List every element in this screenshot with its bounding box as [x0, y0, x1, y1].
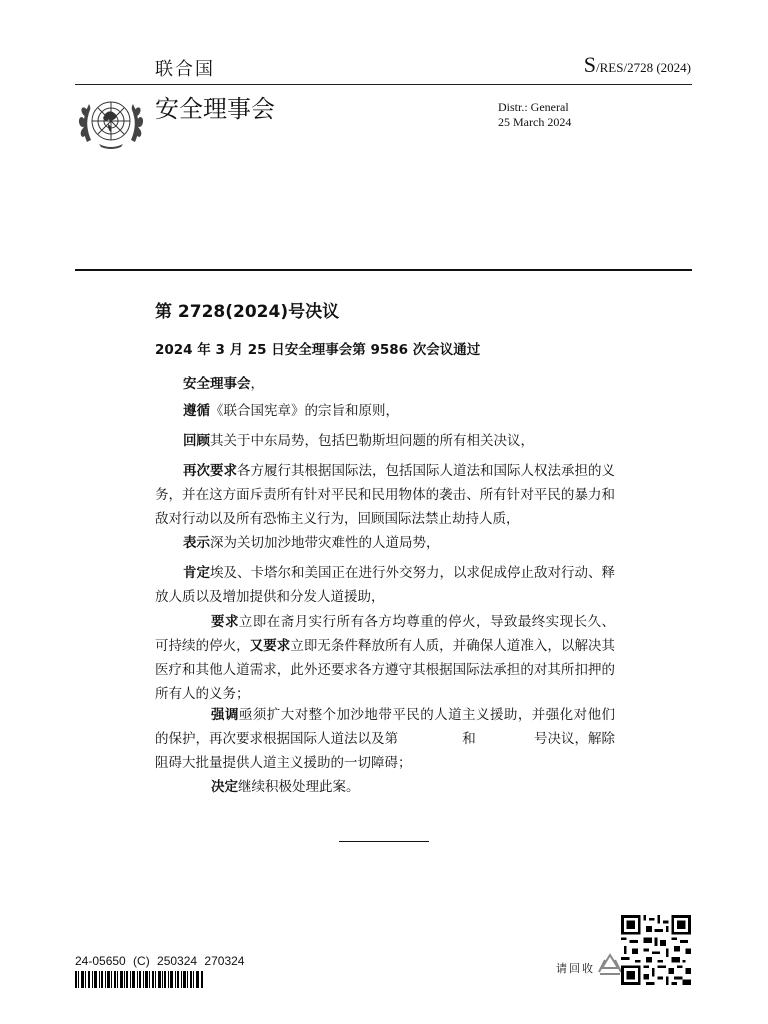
paragraph-text: 各方履行其根据国际法，包括国际人道法和国际人权法承担的义务，并在这方面斥责所有针对平民和民用物体的袭击、所有针对平民的暴力和敌对行动以及所有恐怖主义行为，回顾国际法禁止劫持人质，	[155, 463, 615, 526]
qr-code-icon	[621, 915, 691, 985]
paragraph-lead-2: 又要求	[249, 638, 291, 653]
paragraph-text: 深为关切加沙地带灾难性的人道局势，	[210, 535, 440, 550]
paragraph-lead: 再次要求	[183, 463, 237, 478]
paragraph-lead: 要求	[211, 614, 239, 629]
paragraph-2	[155, 399, 615, 423]
paragraph-text: 亟须扩大对整个加沙地带平民的人道主义援助，并强化对他们的保护，再次要求根据国际人道法以及第	[155, 707, 616, 746]
paragraph-text: ，	[250, 376, 264, 391]
distribution-block	[498, 100, 571, 130]
paragraph-text-end: 号决议，解除阻碍大批量提供人道主义援助的一切障碍；	[155, 731, 615, 770]
paragraph-lead: 安全理事会	[183, 376, 251, 391]
paragraph-text: 其关于中东局势，包括巴勒斯坦问题的所有相关决议，	[210, 433, 534, 448]
paragraph-1	[155, 372, 615, 396]
paragraph-lead: 表示	[183, 535, 210, 550]
recycle-label: 请回收	[556, 962, 595, 975]
document-symbol-rest: /RES/2728 (2024)	[596, 60, 691, 75]
document-symbol-prefix: S	[583, 52, 597, 77]
council-name: 安全理事会	[155, 95, 275, 123]
paragraph-6	[155, 561, 615, 609]
paragraph-3	[155, 429, 615, 453]
paragraph-lead: 遵循	[183, 403, 210, 418]
paragraph-lead: 决定	[211, 779, 238, 794]
paragraph-text-2: 立即无条件释放所有人质，并确保人道准入，以解决其医疗和其他人道需求，此外还要求各方遵守其根据国际法承担的对其所扣押的所有人的义务；	[155, 638, 616, 701]
paragraph-4	[155, 459, 615, 531]
un-emblem-icon	[75, 90, 147, 154]
paragraph-text: 埃及、卡塔尔和美国正在进行外交努力，以求促成停止敌对行动、释放人质以及增加提供和分发人道援助，	[155, 565, 615, 604]
paragraph-text: 继续积极处理此案。	[238, 779, 360, 794]
paragraph-5	[155, 531, 615, 555]
barcode-icon	[75, 971, 203, 988]
document-number: 24-05650 (C) 250324 270324	[75, 954, 245, 968]
organization-name: 联合国	[155, 59, 215, 79]
paragraph-text: 《联合国宪章》的宗旨和原则，	[210, 403, 399, 418]
paragraph-lead: 肯定	[183, 565, 210, 580]
header-rule	[75, 84, 692, 85]
resolution-title: 第 2728(2024)号决议	[155, 302, 340, 322]
issue-date: 25 March 2024	[498, 115, 572, 129]
paragraph-8	[155, 703, 615, 775]
header-bottom-rule	[75, 269, 692, 271]
closing-rule	[339, 841, 429, 842]
document-symbol	[584, 52, 691, 78]
paragraph-text-gap: 和	[462, 731, 476, 746]
distribution-label: Distr.: General	[498, 100, 569, 114]
paragraph-text: 立即在斋月实行所有各方均尊重的停火，导致最终实现长久、可持续的停火，	[155, 614, 616, 653]
paragraph-lead: 强调	[211, 707, 239, 722]
paragraph-7	[155, 610, 615, 706]
paragraph-9	[155, 775, 615, 799]
paragraph-lead: 回顾	[183, 433, 210, 448]
adoption-line: 2024 年 3 月 25 日安全理事会第 9586 次会议通过	[155, 342, 481, 358]
